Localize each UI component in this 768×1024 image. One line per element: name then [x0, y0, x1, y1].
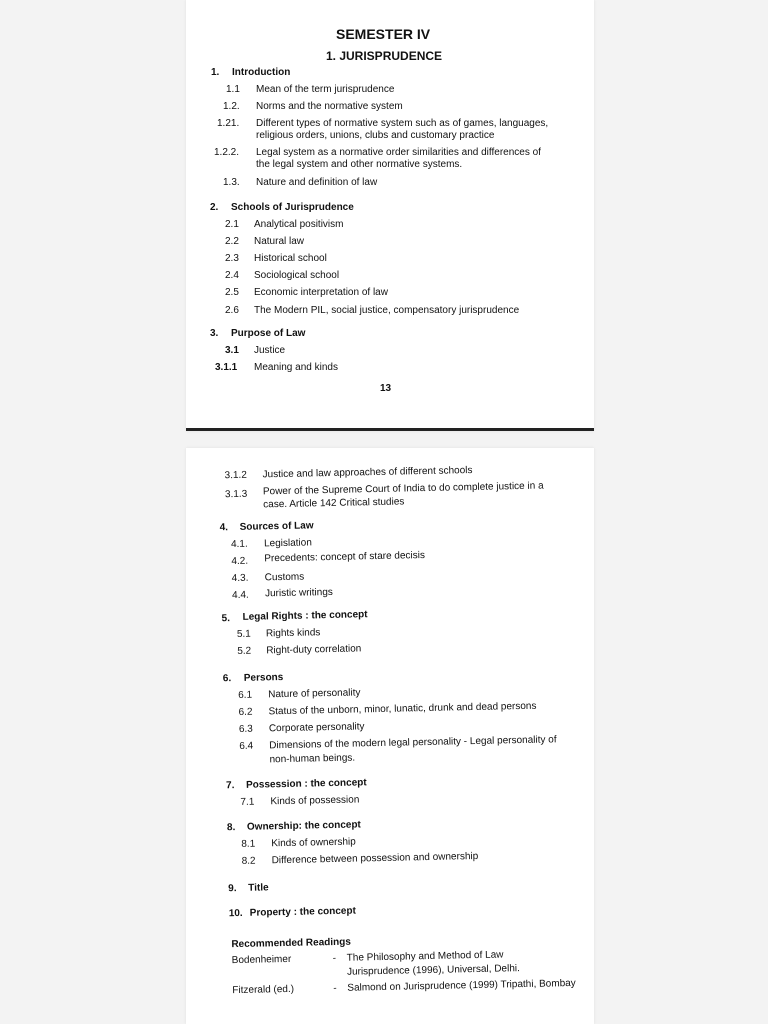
item-text: Legislation	[263, 537, 312, 550]
item-number: 5.2	[237, 645, 252, 657]
item-text: Analytical positivism	[254, 219, 344, 230]
item-text: Justice	[254, 345, 286, 356]
item-number: 1.2.2.	[214, 147, 240, 158]
item-number: 5.1	[236, 628, 251, 640]
item-text: Natural law	[254, 236, 305, 247]
reading-dash: -	[332, 952, 337, 965]
item-number: 1.2.	[223, 101, 240, 112]
item-text: Kinds of ownership	[271, 836, 356, 850]
item-text: Nature of personality	[268, 687, 361, 701]
section-number: 2.	[210, 202, 219, 213]
item-text: Economic interpretation of law	[254, 287, 388, 298]
section-number: 8.	[226, 822, 236, 834]
reading-title-continued: Jurisprudence (1996), Universal, Delhi.	[346, 963, 520, 978]
section-heading: Property : the concept	[249, 905, 356, 919]
reading-title: Salmond on Jurisprudence (1999) Tripathi, Bombay	[347, 977, 576, 994]
section-heading: Sources of Law	[239, 520, 314, 533]
item-text: Status of the unborn, minor, lunatic, drunk and dead persons	[268, 700, 537, 718]
section-number: 7.	[225, 780, 235, 792]
item-number: 8.1	[241, 838, 256, 850]
item-text: Power of the Supreme Court of India to do complete justice in a	[262, 480, 544, 498]
item-text: Sociological school	[254, 270, 340, 281]
semester-title: SEMESTER IV	[336, 26, 431, 42]
item-number: 1.21.	[217, 118, 240, 129]
item-number: 1.1	[226, 84, 240, 95]
reading-author: Fitzerald (ed.)	[232, 983, 295, 997]
item-text: Mean of the term jurisprudence	[256, 84, 395, 95]
item-number: 2.2	[225, 236, 239, 247]
item-text: Juristic writings	[264, 586, 333, 600]
item-number: 1.3.	[223, 177, 240, 188]
section-heading: Ownership: the concept	[246, 819, 361, 833]
section-number: 9.	[228, 883, 237, 895]
item-number: 6.4	[239, 740, 254, 752]
course-title: 1. JURISPRUDENCE	[326, 49, 443, 63]
section-number: 6.	[222, 673, 232, 685]
item-number: 4.2.	[231, 555, 249, 568]
item-text: Corporate personality	[268, 721, 365, 735]
item-text: Historical school	[254, 253, 327, 264]
item-number: 2.5	[225, 287, 239, 298]
item-number: 6.3	[238, 723, 253, 735]
item-number: 4.3.	[231, 572, 249, 585]
item-number: 7.1	[240, 796, 255, 808]
reading-title: The Philosophy and Method of Law	[346, 949, 504, 964]
item-text-continued: case. Article 142 Critical studies	[263, 496, 405, 511]
item-text: The Modern PIL, social justice, compensatory jurisprudence	[254, 305, 520, 316]
section-heading: Schools of Jurisprudence	[231, 202, 354, 213]
reading-dash: -	[333, 982, 337, 995]
item-text: Rights kinds	[265, 627, 321, 640]
page-2-content	[186, 439, 606, 1023]
section-heading: Introduction	[232, 67, 291, 78]
item-text: Kinds of possession	[270, 794, 360, 808]
item-number: 2.6	[225, 305, 239, 316]
item-number: 3.1	[225, 345, 239, 356]
item-number: 2.1	[225, 219, 239, 230]
item-text: Norms and the normative system	[256, 101, 403, 112]
page-number: 13	[380, 383, 392, 394]
item-text: Meaning and kinds	[254, 362, 338, 373]
item-text: Nature and definition of law	[256, 177, 378, 188]
item-text: Right-duty correlation	[266, 643, 362, 657]
section-heading: Legal Rights : the concept	[242, 609, 368, 623]
section-number: 3.	[210, 328, 219, 339]
item-text: Precedents: concept of stare decisis	[264, 550, 426, 565]
readings-heading: Recommended Readings	[231, 936, 351, 951]
section-heading: Title	[248, 882, 269, 894]
document-page-1	[186, 0, 594, 431]
item-number: 4.1.	[230, 538, 248, 551]
item-text: Justice and law approaches of different schools	[262, 465, 473, 481]
section-number: 1.	[211, 67, 220, 78]
item-number: 6.2	[238, 706, 253, 718]
section-number: 5.	[221, 613, 231, 625]
item-text-continued: the legal system and other normative systems.	[256, 159, 463, 170]
item-number: 3.1.3	[224, 488, 248, 501]
reading-author: Bodenheimer	[231, 953, 292, 967]
item-text: Legal system as a normative order similarities and differences of	[256, 147, 541, 158]
item-text: Different types of normative system such as of games, languages,	[256, 118, 549, 129]
item-number: 2.4	[225, 270, 239, 281]
section-number: 10.	[228, 907, 243, 920]
section-heading: Persons	[243, 672, 284, 684]
item-number: 8.2	[241, 855, 256, 867]
document-page-2	[186, 448, 594, 1024]
item-number: 3.1.2	[224, 469, 247, 482]
section-number: 4.	[219, 522, 229, 534]
item-text: Customs	[264, 571, 305, 584]
item-text: Difference between possession and ownership	[271, 850, 479, 867]
item-number: 6.1	[238, 689, 253, 701]
item-number: 2.3	[225, 253, 239, 264]
section-heading: Possession : the concept	[245, 777, 367, 791]
item-text: Dimensions of the modern legal personality - Legal personality of	[269, 734, 557, 752]
section-heading: Purpose of Law	[231, 328, 306, 339]
item-number: 3.1.1	[215, 362, 238, 373]
item-text-continued: non-human beings.	[269, 752, 356, 766]
item-number: 4.4.	[231, 589, 249, 602]
item-text-continued: religious orders, unions, clubs and customary practice	[256, 130, 495, 141]
